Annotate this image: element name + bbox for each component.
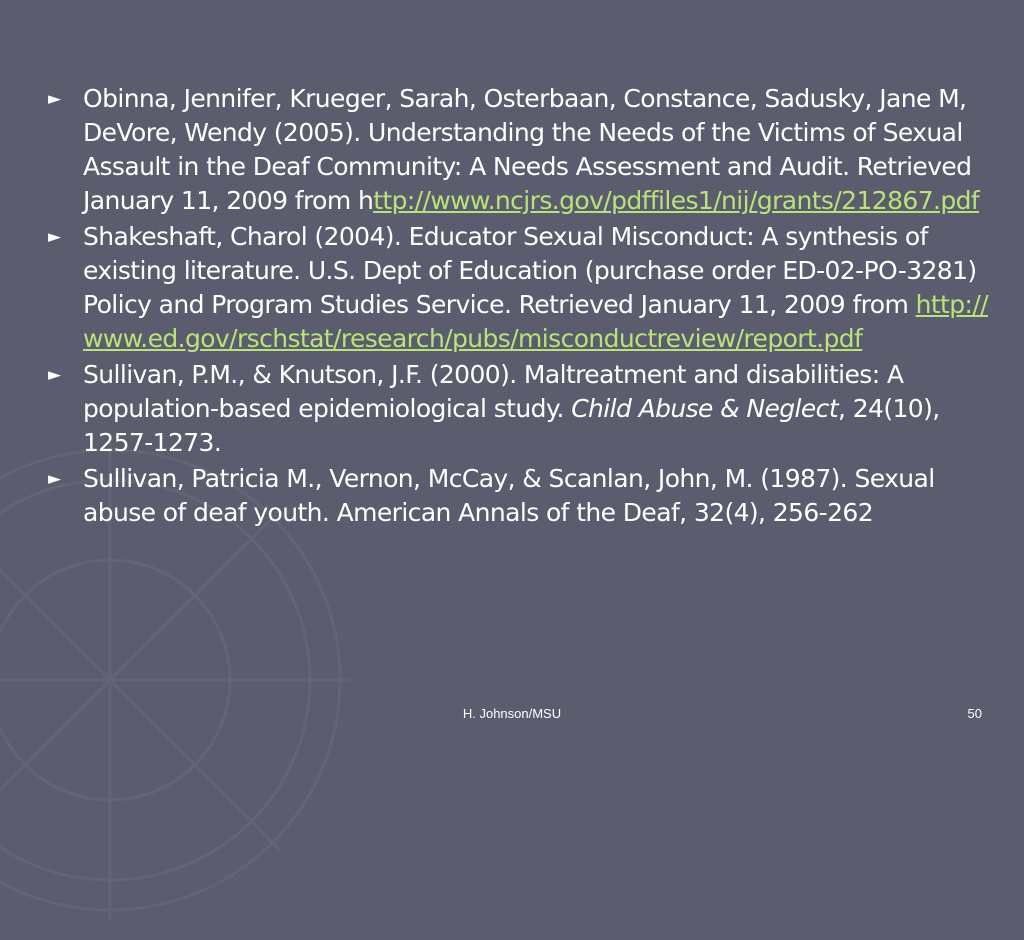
reference-item <box>48 358 988 460</box>
reference-item <box>48 462 988 530</box>
reference-citation: Obinna, Jennifer, Krueger, Sarah, Osterbaan, Constance, Sadusky, Jane M, DeVore, Wendy (2005). Understanding the Needs of the Victims of Sexual Assault in the Deaf Community: A Needs Assessment and Audit. Retrieved January 11, 2009 from <box>83 84 972 215</box>
bullet-arrow-icon: ► <box>48 469 61 489</box>
references-list <box>48 82 988 532</box>
footer-author: H. Johnson/MSU <box>462 706 562 721</box>
reference-citation: Sullivan, P.M., & Knutson, J.F. (2000). Maltreatment and disabilities: A population-based epidemiological study. <box>83 360 904 423</box>
reference-item <box>48 82 988 218</box>
slide-number: 50 <box>967 706 982 721</box>
reference-text <box>83 462 988 530</box>
reference-citation: Sullivan, Patricia M., Vernon, McCay, & Scanlan, John, M. (1987). Sexual abuse of deaf youth. American Annals of the Deaf, 32(4), 256-262 <box>83 464 935 527</box>
reference-link-prefix: h <box>357 186 374 215</box>
reference-link[interactable]: ttp://www.ncjrs.gov/pdffiles1/nij/grants/212867.pdf <box>373 186 980 215</box>
reference-citation-end: , 24(10), 1257-1273. <box>83 394 940 457</box>
bullet-arrow-icon: ► <box>48 89 61 109</box>
reference-text <box>83 82 988 218</box>
reference-text <box>83 358 988 460</box>
reference-citation: Shakeshaft, Charol (2004). Educator Sexual Misconduct: A synthesis of existing literature. U.S. Dept of Education (purchase order ED-02-PO-3281) Policy and Program Studies Service. Retrieved January 11, 2009 from <box>83 222 977 319</box>
reference-link[interactable]: http://www.ed.gov/rschstat/research/pubs/misconductreview/report.pdf <box>83 290 988 353</box>
reference-item <box>48 220 988 356</box>
bullet-arrow-icon: ► <box>48 227 61 247</box>
reference-text <box>83 220 988 356</box>
bullet-arrow-icon: ► <box>48 365 61 385</box>
journal-title: Child Abuse & Neglect <box>571 394 839 423</box>
